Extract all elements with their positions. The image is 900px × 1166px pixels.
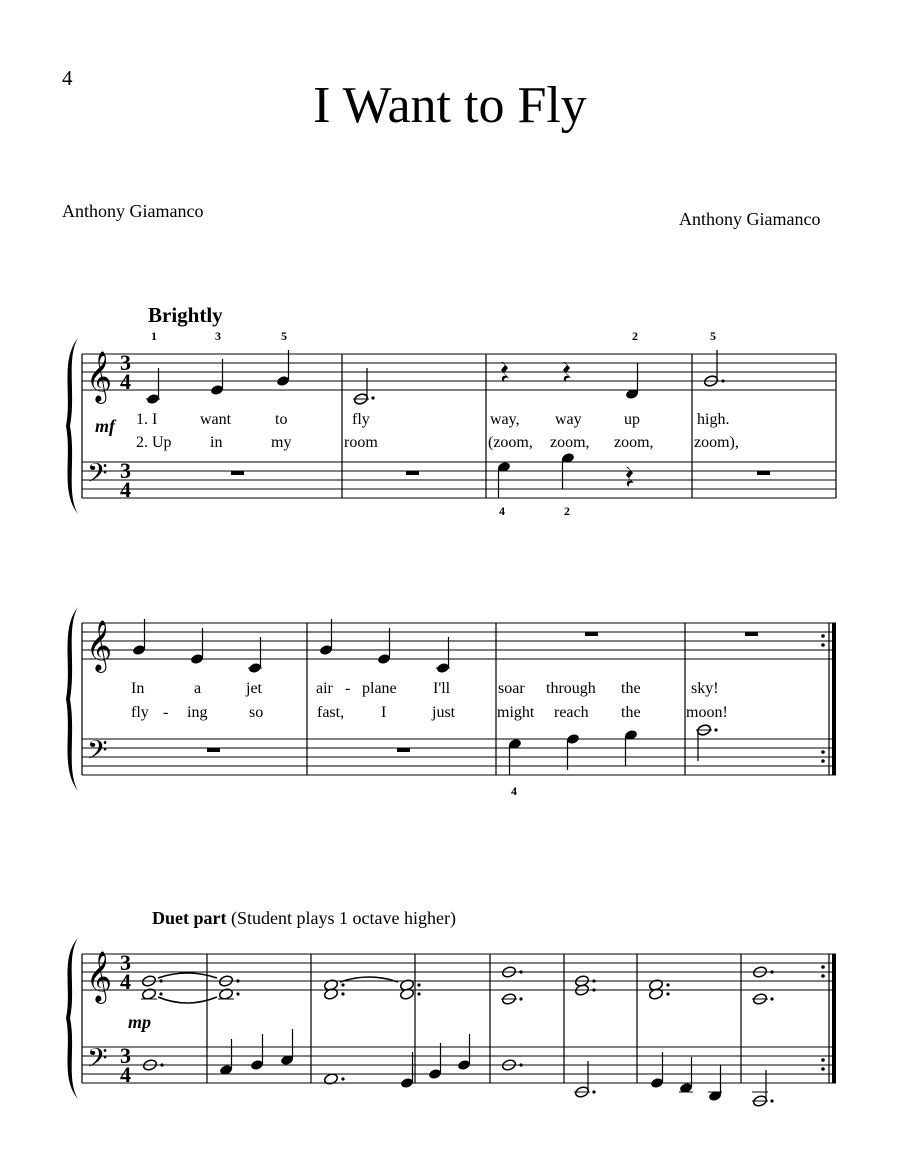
time-sig-bottom: 4 bbox=[120, 369, 131, 394]
lyric: zoom, bbox=[614, 434, 654, 451]
lyric: way, bbox=[490, 411, 520, 428]
lyric: in bbox=[210, 434, 223, 451]
dynamic-mf: mf bbox=[95, 416, 115, 436]
duet-label: Duet part bbox=[152, 908, 227, 928]
brace bbox=[66, 338, 78, 514]
final-barline bbox=[832, 954, 836, 1083]
lyric: 1. I bbox=[136, 411, 158, 428]
bass-notes-3 bbox=[142, 1029, 773, 1107]
time-sig-top: 3 bbox=[120, 950, 131, 975]
lyric: the bbox=[621, 680, 641, 697]
treble-staff-2 bbox=[82, 623, 836, 659]
time-sig-bottom: 4 bbox=[120, 477, 131, 502]
lyric: zoom), bbox=[694, 434, 739, 451]
bass-staff-2 bbox=[82, 739, 836, 775]
lyric: fly bbox=[352, 411, 370, 428]
lyric: might bbox=[497, 704, 535, 721]
lyric: my bbox=[271, 434, 292, 451]
lyric: want bbox=[200, 411, 232, 428]
treble-clef: 𝄞 bbox=[86, 951, 113, 1002]
page-number: 4 bbox=[62, 66, 73, 90]
treble-staff-3 bbox=[82, 954, 836, 990]
system-1 bbox=[66, 329, 836, 518]
time-sig-top: 3 bbox=[120, 458, 131, 483]
lyric: I'll bbox=[433, 680, 451, 697]
lyric: air bbox=[316, 680, 333, 697]
fingering: 3 bbox=[215, 329, 221, 343]
treble-notes-2 bbox=[132, 619, 758, 674]
treble-clef: 𝄞 bbox=[86, 620, 113, 671]
brace bbox=[66, 607, 78, 791]
bass-notes-2 bbox=[207, 724, 718, 775]
bass-clef: 𝄢 bbox=[87, 1042, 108, 1080]
time-sig-bottom: 4 bbox=[120, 969, 131, 994]
repeat-dots-2 bbox=[821, 634, 825, 763]
lyric: - bbox=[345, 680, 351, 697]
treble-staff-1 bbox=[82, 354, 836, 390]
lyric: high. bbox=[697, 411, 730, 428]
lyric: through bbox=[546, 680, 596, 697]
bass-clef: 𝄢 bbox=[87, 734, 108, 772]
lyric: a bbox=[194, 680, 202, 697]
treble-dots-3 bbox=[159, 970, 773, 1000]
lyric: up bbox=[624, 411, 640, 428]
fingering: 2 bbox=[564, 504, 570, 518]
system-2 bbox=[66, 607, 836, 798]
bass-staff-1 bbox=[82, 462, 836, 498]
lyricist-credit: Anthony Giamanco bbox=[62, 201, 204, 221]
fingering: 4 bbox=[499, 504, 505, 518]
lyric: 2. Up bbox=[136, 434, 172, 451]
barlines-2 bbox=[82, 623, 829, 775]
dynamic-mp: mp bbox=[128, 1012, 152, 1032]
lyric: I bbox=[381, 704, 387, 721]
lyric: way bbox=[555, 411, 582, 428]
lyric: - bbox=[163, 704, 169, 721]
lyric: (zoom, bbox=[488, 434, 533, 451]
fingering: 5 bbox=[281, 329, 287, 343]
lyrics-verse1-system2 bbox=[131, 680, 719, 697]
bass-clef: 𝄢 bbox=[87, 457, 108, 495]
time-sig-top: 3 bbox=[120, 350, 131, 375]
lyric: moon! bbox=[686, 704, 728, 721]
fingering: 5 bbox=[710, 329, 716, 343]
song-title: I Want to Fly bbox=[313, 77, 587, 134]
lyric: fast, bbox=[317, 704, 345, 721]
lyric: sky! bbox=[691, 680, 719, 697]
duet-note: (Student plays 1 octave higher) bbox=[231, 908, 456, 928]
fingering: 1 bbox=[151, 329, 157, 343]
tempo-marking: Brightly bbox=[148, 303, 223, 327]
lyric: reach bbox=[554, 704, 589, 721]
lyric: jet bbox=[246, 680, 262, 697]
time-sig-top: 3 bbox=[120, 1043, 131, 1068]
lyric: the bbox=[621, 704, 641, 721]
composer-credit: Anthony Giamanco bbox=[679, 209, 821, 229]
lyrics-verse1-system1 bbox=[136, 411, 729, 428]
lyrics-verse2-system2 bbox=[131, 704, 728, 721]
treble-notes-1 bbox=[146, 350, 725, 405]
lyric: so bbox=[249, 704, 264, 721]
lyric: zoom, bbox=[550, 434, 590, 451]
bass-notes-1 bbox=[231, 452, 770, 498]
lyric: plane bbox=[362, 680, 397, 697]
lyric: ing bbox=[187, 704, 208, 721]
system-3-duet bbox=[66, 938, 836, 1107]
fingering: 4 bbox=[511, 784, 517, 798]
final-barline bbox=[832, 623, 836, 775]
lyric: room bbox=[344, 434, 378, 451]
lyric: soar bbox=[498, 680, 525, 697]
lyric: fly bbox=[131, 704, 149, 721]
time-sig-bottom: 4 bbox=[120, 1062, 131, 1087]
lyric: In bbox=[131, 680, 145, 697]
fingering: 2 bbox=[632, 329, 638, 343]
treble-clef: 𝄞 bbox=[86, 351, 113, 402]
lyrics-verse2-system1 bbox=[136, 434, 739, 451]
brace bbox=[66, 938, 78, 1099]
lyric: to bbox=[275, 411, 288, 428]
lyric: just bbox=[432, 704, 456, 721]
